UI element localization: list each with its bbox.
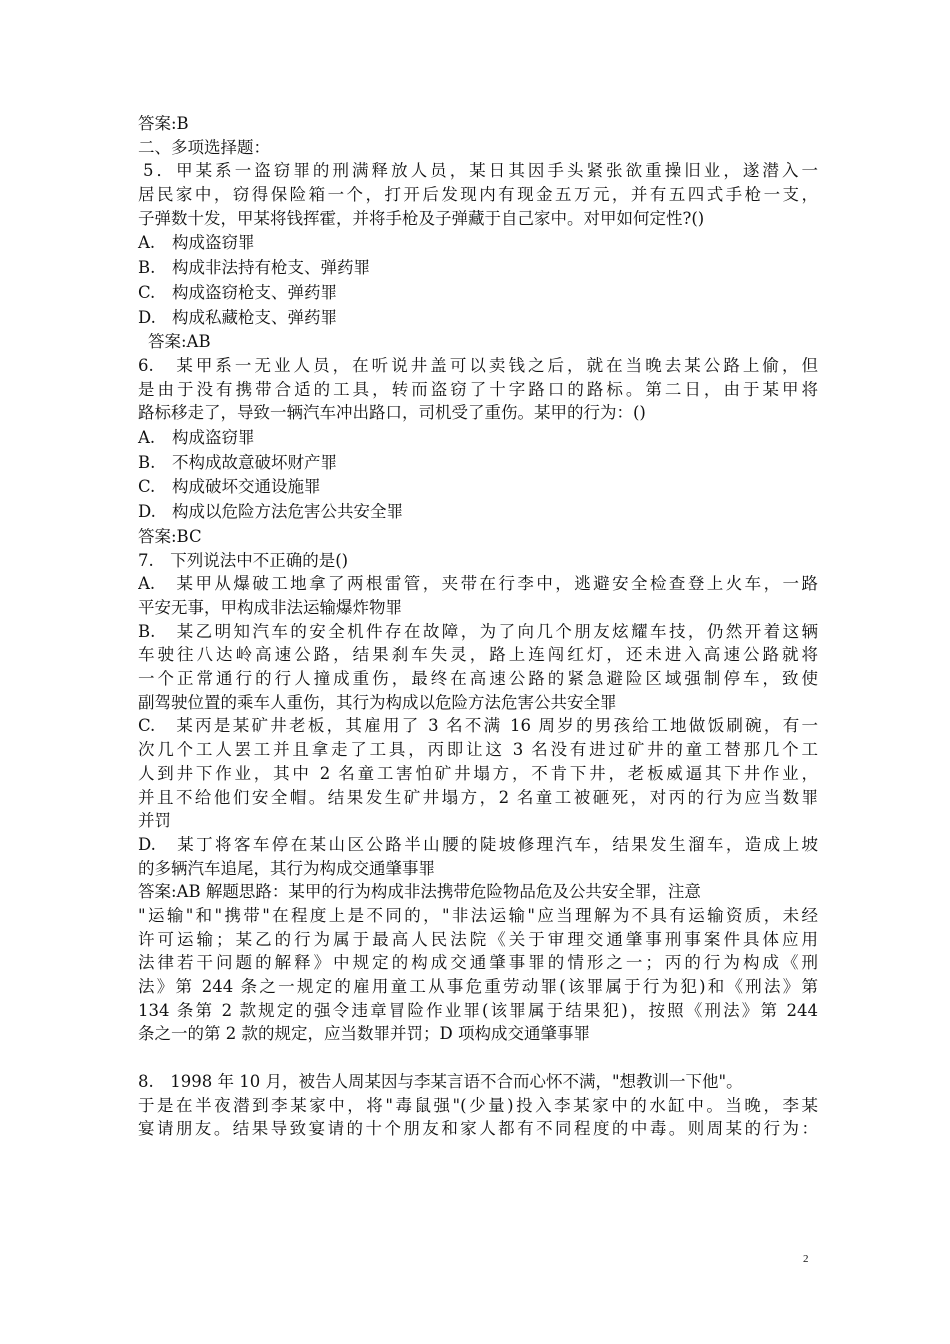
section-heading: 二、多项选择题： bbox=[138, 137, 270, 157]
option-letter: B. bbox=[138, 258, 156, 278]
option-letter: D. bbox=[138, 307, 156, 327]
q8-stem-line: 于是在半夜潜到李某家中，将"毒鼠强"(少量)投入李某家中的水缸中。当晚，李某 bbox=[138, 1095, 818, 1115]
option-letter: D. bbox=[138, 502, 156, 522]
option-text: 构成以危险方法危害公共安全罪 bbox=[172, 502, 403, 522]
q7-stem: 7. 下列说法中不正确的是() bbox=[138, 550, 349, 570]
option-letter: B. bbox=[138, 452, 156, 472]
option-letter: A. bbox=[138, 428, 156, 448]
q7-option-b-line: B. 某乙明知汽车的安全机件存在故障，为了向几个朋友炫耀车技，仍然开着这辆 bbox=[138, 621, 818, 641]
q6-option-b bbox=[138, 451, 818, 475]
q5-option-d bbox=[138, 306, 818, 330]
paragraph-gap bbox=[138, 1046, 818, 1070]
q7-option-c-line: 次几个工人罢工并且拿走了工具，丙即让这 3 名没有进过矿井的童工替那几个工 bbox=[138, 740, 818, 760]
option-text: 构成盗窃枪支、弹药罪 bbox=[172, 282, 337, 302]
option-text: 构成私藏枪支、弹药罪 bbox=[172, 307, 337, 327]
q5-option-b bbox=[138, 256, 818, 280]
option-text: 不构成故意破坏财产罪 bbox=[172, 452, 337, 472]
option-letter: A. bbox=[138, 233, 156, 253]
q7-explanation-line: 许可运输；某乙的行为属于最高人民法院《关于审理交通肇事刑事案件具体应用 bbox=[138, 929, 818, 949]
q7-explanation-line: 134 条第 2 款规定的强令违章冒险作业罪(该罪属于结果犯)，按照《刑法》第 244 bbox=[138, 1000, 818, 1020]
q6-stem-line: 是由于没有携带合适的工具，转而盗窃了十字路口的路标。第二日，由于某甲将 bbox=[138, 379, 818, 399]
q6-stem-line: 路标移走了，导致一辆汽车冲出路口，司机受了重伤。某甲的行为：() bbox=[138, 403, 646, 423]
q6-option-c bbox=[138, 475, 818, 499]
page-number: 2 bbox=[803, 1253, 809, 1265]
q5-option-a bbox=[138, 231, 818, 255]
q5-stem-line: 5．甲某系一盗窃罪的刑满释放人员，某日其因手头紧张欲重操旧业，遂潜入一 bbox=[143, 161, 818, 181]
q7-option-c-line: C. 某丙是某矿井老板，其雇用了 3 名不满 16 周岁的男孩给工地做饭刷碗，有一 bbox=[138, 716, 818, 736]
q7-option-b-line: 一个正常通行的行人撞成重伤，最终在高速公路的紧急避险区域强制停车，致使 bbox=[138, 669, 818, 689]
option-letter: C. bbox=[138, 477, 156, 497]
q7-option-c-line: 人到井下作业，其中 2 名童工害怕矿井塌方，不肯下井，老板威逼其下井作业， bbox=[138, 763, 818, 783]
q5-stem-line: 子弹数十发，甲某将钱挥霍，并将手枪及子弹藏于自己家中。对甲如何定性?() bbox=[138, 208, 705, 228]
option-text: 构成盗窃罪 bbox=[172, 233, 255, 253]
q6-option-d bbox=[138, 500, 818, 524]
document-body bbox=[138, 112, 818, 1141]
q5-stem-line: 居民家中，窃得保险箱一个，打开后发现内有现金五万元，并有五四式手枪一支， bbox=[138, 185, 818, 205]
option-text: 构成非法持有枪支、弹药罪 bbox=[172, 258, 370, 278]
option-text: 构成破坏交通设施罪 bbox=[172, 477, 321, 497]
option-text: 构成盗窃罪 bbox=[172, 428, 255, 448]
option-letter: C. bbox=[138, 282, 156, 302]
answer-q5: 答案:AB bbox=[148, 332, 211, 352]
q8-stem-line: 8. 1998 年 10 月，被告人周某因与李某言语不合而心怀不满，"想教训一下他"。 bbox=[138, 1071, 743, 1091]
q7-explanation-line: 条之一的第 2 款的规定，应当数罪并罚；D 项构成交通肇事罪 bbox=[138, 1024, 590, 1044]
q5-option-c bbox=[138, 281, 818, 305]
q6-stem-line: 6. 某甲系一无业人员，在听说井盖可以卖钱之后，就在当晚去某公路上偷，但 bbox=[138, 356, 818, 375]
q7-explanation-line: 法律若干问题的解释》中规定的构成交通肇事罪的情形之一；丙的行为构成《刑 bbox=[138, 953, 818, 973]
q7-option-c-line: 并罚 bbox=[138, 811, 171, 831]
q7-explanation-line: 答案:AB 解题思路：某甲的行为构成非法携带危险物品危及公共安全罪，注意 bbox=[138, 882, 701, 902]
q7-option-d-line: 的多辆汽车追尾，其行为构成交通肇事罪 bbox=[138, 858, 435, 878]
q7-option-b-line: 副驾驶位置的乘车人重伤，其行为构成以危险方法危害公共安全罪 bbox=[138, 692, 617, 712]
q7-explanation-line: 法》第 244 条之一规定的雇用童工从事危重劳动罪(该罪属于行为犯)和《刑法》第 bbox=[138, 977, 818, 997]
q7-option-a-line: A. 某甲从爆破工地拿了两根雷管，夹带在行李中，逃避安全检查登上火车，一路 bbox=[138, 574, 818, 594]
answer-q6: 答案:BC bbox=[138, 526, 202, 546]
q7-option-b-line: 车驶往八达岭高速公路，结果刹车失灵，路上连闯红灯，还未进入高速公路就将 bbox=[138, 645, 818, 665]
q7-option-c-line: 并且不给他们安全帽。结果发生矿井塌方，2 名童工被砸死，对丙的行为应当数罪 bbox=[138, 787, 818, 807]
q6-option-a bbox=[138, 426, 818, 450]
answer-q4: 答案:B bbox=[138, 114, 189, 133]
q7-option-d-line: D. 某丁将客车停在某山区公路半山腰的陡坡修理汽车，结果发生溜车，造成上坡 bbox=[138, 834, 818, 854]
q7-explanation-line: "运输"和"携带"在程度上是不同的，"非法运输"应当理解为不具有运输资质，未经 bbox=[138, 906, 818, 925]
q8-stem-line: 宴请朋友。结果导致宴请的十个朋友和家人都有不同程度的中毒。则周某的行为： bbox=[138, 1119, 818, 1139]
q7-option-a-line: 平安无事，甲构成非法运输爆炸物罪 bbox=[138, 597, 402, 617]
